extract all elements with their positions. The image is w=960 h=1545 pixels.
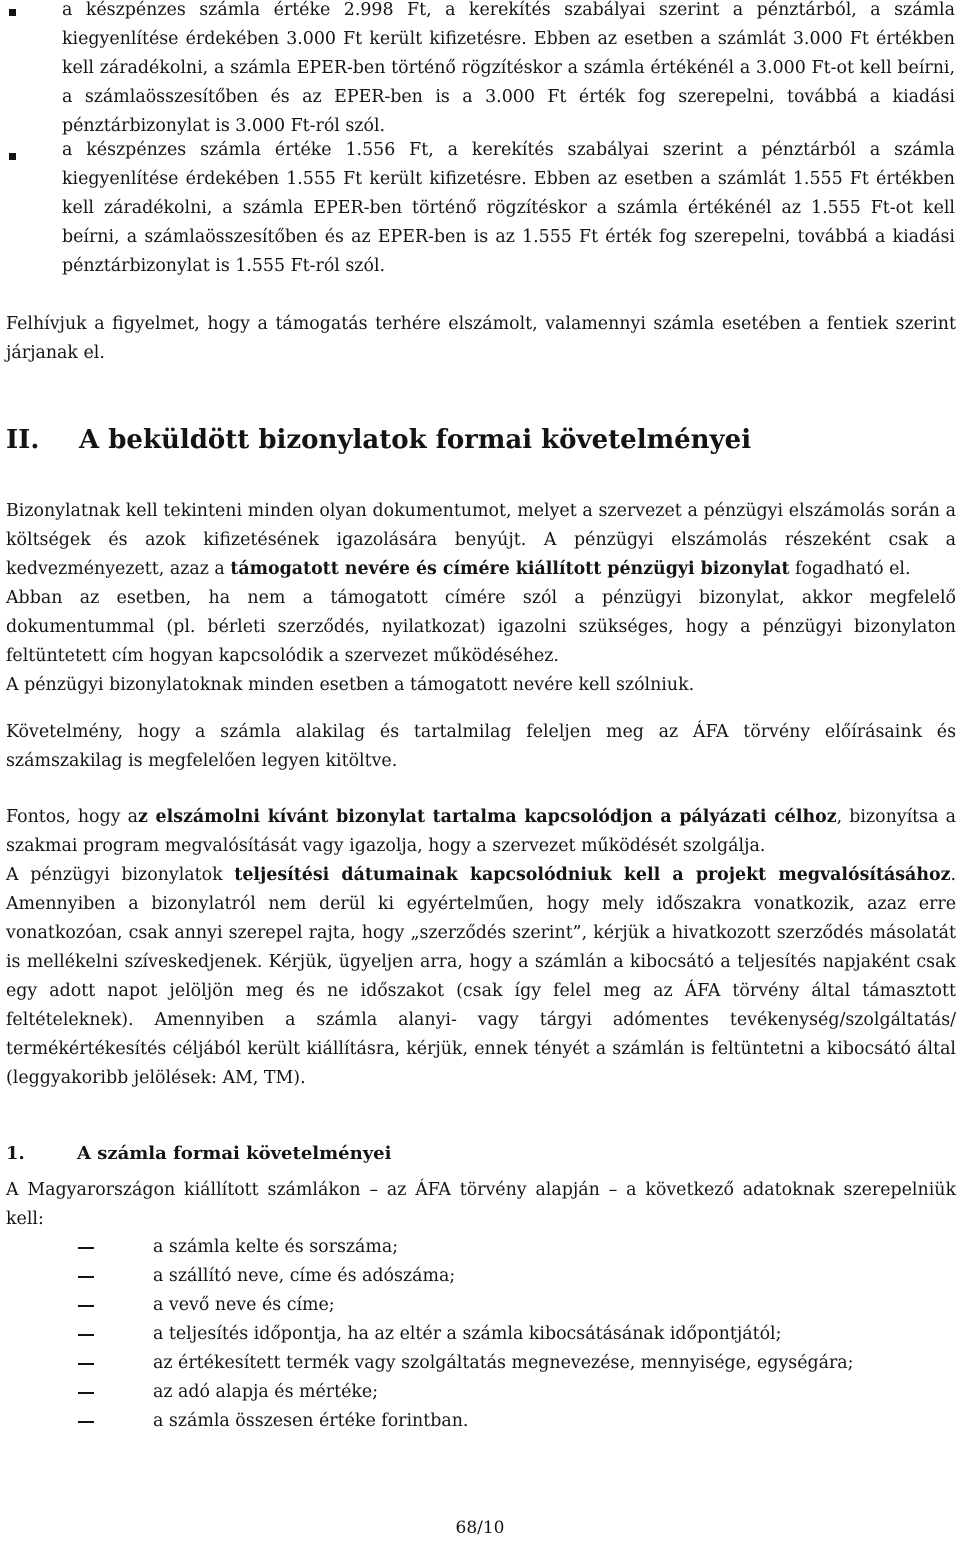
bullet-marker xyxy=(9,153,16,160)
section-title: A beküldött bizonylatok formai követelményei xyxy=(79,425,752,455)
list-item xyxy=(6,1378,956,1407)
dash-marker xyxy=(78,1305,94,1307)
page-number: 68/10 xyxy=(455,1518,505,1538)
list-item xyxy=(6,1262,956,1291)
dash-marker xyxy=(78,1421,94,1423)
text-run: A pénzügyi bizonylatok xyxy=(6,865,235,885)
list-item xyxy=(6,1349,956,1378)
bold-run: támogatott nevére és címére kiállított pénzügyi bizonylat xyxy=(230,559,790,579)
dash-marker xyxy=(78,1276,94,1278)
list-item xyxy=(6,1320,956,1349)
bold-run: z elszámolni kívánt bizonylat tartalma kapcsolódjon a pályázati célhoz xyxy=(138,807,837,827)
content-paragraph xyxy=(6,803,956,1093)
bullet-marker xyxy=(9,9,16,16)
text-run: Bizonylatnak kell tekinteni minden olyan dokumentumot, melyet a szervezet a pénzügyi elszámolás során a költségek és azok kifizetésének igazolására benyújt. A pénzügyi elszámolás részeként csak a kedvezményezett, azaz a xyxy=(6,501,956,579)
section-number: II. xyxy=(6,425,40,455)
list-item-text: az adó alapja és mértéke; xyxy=(153,1382,379,1402)
notice-paragraph: Felhívjuk a figyelmet, hogy a támogatás terhére elszámolt, valamennyi számla esetében a fentiek szerint járjanak el. xyxy=(6,314,956,363)
text-run: , bizonyítsa a szakmai program megvalósítását vagy igazolja, hogy a szervezet működését szolgálja. xyxy=(6,807,956,856)
subsection-heading xyxy=(6,1139,391,1168)
list-item-text: a teljesítés időpontja, ha az eltér a számla kibocsátásának időpontjától; xyxy=(153,1324,782,1344)
bullet-item: a készpénzes számla értéke 1.556 Ft, a kerekítés szabályai szerint a pénztárból a számla kiegyenlítése érdekében 1.555 Ft került kifizetésre. Ebben az esetben a számlát 1.555 Ft értékben kell záradékolni, a számla EPER-ben történő rögzítéskor a számla értékénél az 1.555 Ft-ot kell beírni, a számlaösszesítőben és az EPER-ben is az 1.555 Ft érték fog szerepelni, továbbá a kiadási pénztárbizonylat is 1.555 Ft-ról szól. xyxy=(62,140,955,276)
requirements-list xyxy=(6,1233,956,1436)
list-item-text: a számla kelte és sorszáma; xyxy=(153,1237,399,1257)
text-run: Abban az esetben, ha nem a támogatott címére szól a pénzügyi bizonylat, akkor megfelelő dokumentummal (pl. bérleti szerződés, nyilatkozat) igazolni szükséges, hogy a pénzügyi bizonylaton feltüntetett cím hogyan kapcsolódik a szervezet működéséhez. xyxy=(6,588,956,666)
text-run: A pénzügyi bizonylatoknak minden esetben a támogatott nevére kell szólniuk. xyxy=(6,675,695,695)
list-item xyxy=(6,1291,956,1320)
requirement-paragraph: Követelmény, hogy a számla alakilag és tartalmilag feleljen meg az ÁFA törvény előírásaink és számszakilag is megfelelően legyen kitöltve. xyxy=(6,722,956,771)
bizonylat-paragraph xyxy=(6,497,956,700)
list-item-text: a szállító neve, címe és adószáma; xyxy=(153,1266,456,1286)
list-item-text: a vevő neve és címe; xyxy=(153,1295,335,1315)
subsection-title: A számla formai követelményei xyxy=(77,1143,392,1164)
text-run: fogadható el. xyxy=(789,559,911,579)
list-item-text: az értékesített termék vagy szolgáltatás megnevezése, mennyisége, egységára; xyxy=(153,1353,854,1373)
dash-marker xyxy=(78,1247,94,1249)
text-run: . Amennyiben a bizonylatról nem derül ki egyértelműen, hogy mely időszakra vonatkozik, azaz erre vonatkozóan, csak annyi szerepel rajta, hogy „szerződés szerint”, kérjük a hivatkozott szerződés másolatát is mellékelni szíveskedjenek. Kérjük, ügyeljen arra, hogy a számlán a kibocsátó a teljesítés napjaként csak egy adott napot jelöljön meg és ne időszakot (csak így felel meg az ÁFA törvény által támasztott feltételeknek). Amennyiben a számla alanyi- vagy tárgyi adómentes tevékenység/szolgáltatás/ termékértékesítés céljából került kiállításra, kérjük, ennek tényét a számlán is feltüntetni a kibocsátó által (leggyakoribb jelölések: AM, TM). xyxy=(6,865,956,1088)
bullet-item: a készpénzes számla értéke 2.998 Ft, a kerekítés szabályai szerint a pénztárból, a számla kiegyenlítése érdekében 3.000 Ft került kifizetésre. Ebben az esetben a számlát 3.000 Ft értékben kell záradékolni, a számla EPER-ben történő rögzítéskor a számla értékénél a 3.000 Ft-ot kell beírni, a számlaösszesítőben és az EPER-ben is a 3.000 Ft érték fog szerepelni, továbbá a kiadási pénztárbizonylat is 3.000 Ft-ról szól. xyxy=(62,0,955,136)
dash-marker xyxy=(78,1363,94,1365)
list-item xyxy=(6,1407,956,1436)
bold-run: teljesítési dátumainak kapcsolódniuk kell a projekt megvalósításához xyxy=(234,865,951,885)
text-run: Fontos, hogy a xyxy=(6,807,138,827)
list-item-text: a számla összesen értéke forintban. xyxy=(153,1411,469,1431)
dash-marker xyxy=(78,1334,94,1336)
list-item xyxy=(6,1233,956,1262)
subsection-number: 1. xyxy=(6,1143,25,1164)
intro-paragraph: A Magyarországon kiállított számlákon – az ÁFA törvény alapján – a következő adatoknak szerepelniük kell: xyxy=(6,1180,956,1229)
dash-marker xyxy=(78,1392,94,1394)
section-heading xyxy=(6,423,751,457)
